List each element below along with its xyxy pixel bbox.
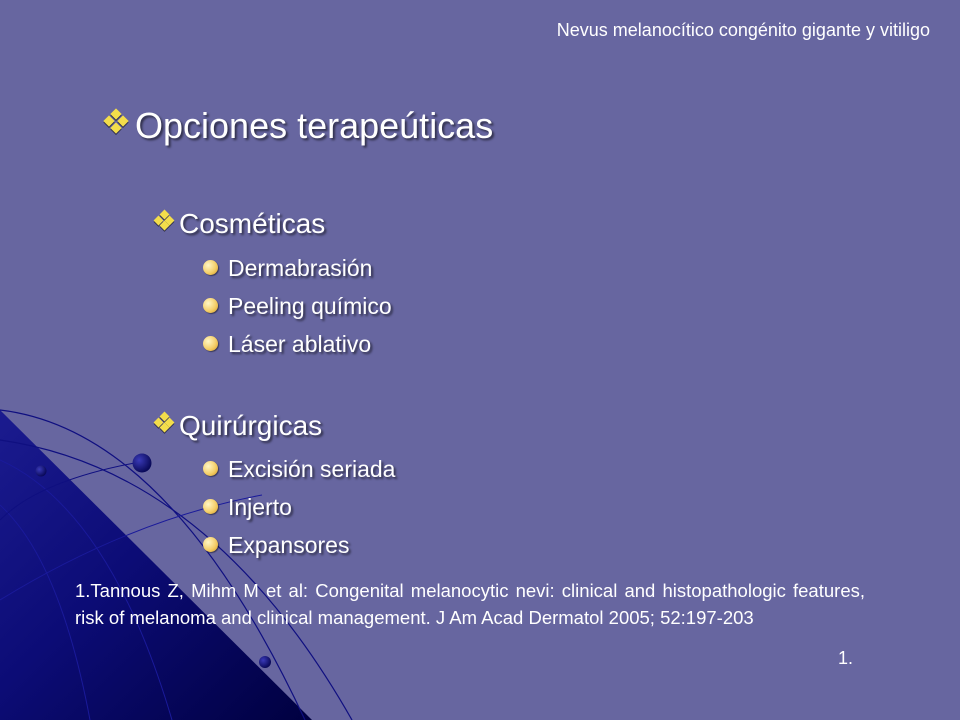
decorative-ball (36, 466, 47, 477)
decorative-ball (133, 454, 152, 473)
diamond-bullet-icon (155, 413, 173, 431)
list-item (203, 253, 392, 291)
list-item (203, 291, 392, 329)
slide-title-text: Opciones terapeúticas (135, 105, 494, 146)
diamond-bullet-icon (105, 110, 127, 132)
gold-dot-icon (203, 260, 218, 275)
diamond-bullet-icon (155, 211, 173, 229)
gold-dot-icon (203, 461, 218, 476)
list-item (203, 329, 392, 367)
gold-dot-icon (203, 537, 218, 552)
list-item-label: Dermabrasión (228, 255, 373, 281)
list-item-label: Peeling químico (228, 293, 392, 319)
section-surgical (155, 410, 322, 442)
surgical-list (203, 454, 395, 568)
reference-citation: 1.Tannous Z, Mihm M et al: Congenital melanocytic nevi: clinical and histopathologic features, risk of melanoma and clinical management. J Am Acad Dermatol 2005; 52:197-203 (75, 580, 865, 628)
section-label: Quirúrgicas (179, 410, 323, 441)
page-number: 1. (838, 648, 854, 668)
list-item-label: Láser ablativo (228, 331, 372, 357)
gold-dot-icon (203, 336, 218, 351)
slide-title (105, 105, 493, 147)
list-item-label: Excisión seriada (228, 456, 396, 482)
list-item-label: Expansores (228, 532, 350, 558)
list-item (203, 530, 395, 568)
list-item (203, 492, 395, 530)
list-item-label: Injerto (228, 494, 292, 520)
section-label: Cosméticas (179, 208, 326, 239)
section-cosmetic (155, 208, 325, 240)
cosmetic-list (203, 253, 392, 367)
list-item (203, 454, 395, 492)
gold-dot-icon (203, 298, 218, 313)
decorative-ball (259, 656, 271, 668)
gold-dot-icon (203, 499, 218, 514)
header-title: Nevus melanocítico congénito gigante y vitiligo (556, 20, 930, 40)
